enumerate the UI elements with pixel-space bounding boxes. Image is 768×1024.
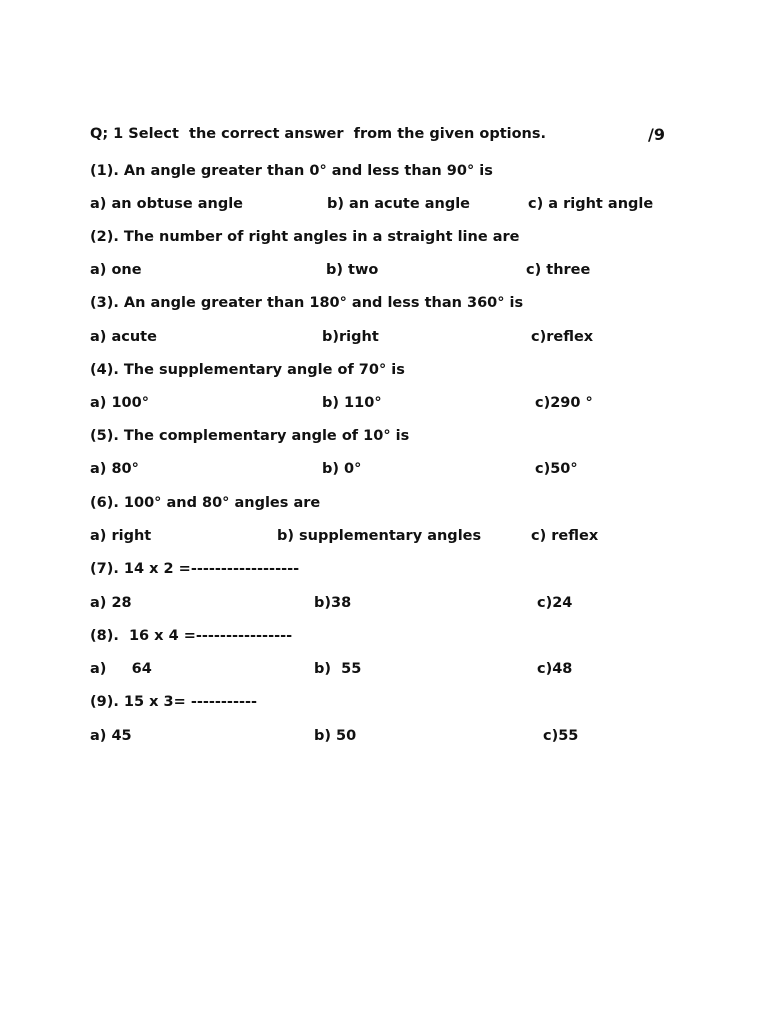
q9-option-b: b) 50 (314, 728, 357, 744)
q1-option-c: c) a right angle (528, 196, 654, 212)
question-1: (1). An angle greater than 0° and less than 90° is (90, 163, 493, 179)
q7-option-b: b)38 (314, 595, 352, 611)
q5-option-c: c)50° (535, 461, 578, 477)
q7-option-a: a) 28 (90, 595, 132, 611)
q4-option-c: c)290 ° (535, 395, 593, 411)
question-7: (7). 14 x 2 =------------------ (90, 561, 300, 577)
q9-option-c: c)55 (543, 728, 579, 744)
q8-option-b: b) 55 (314, 661, 362, 677)
q4-option-b: b) 110° (322, 395, 382, 411)
q6-option-c: c) reflex (531, 528, 599, 544)
q5-option-b: b) 0° (322, 461, 362, 477)
question-heading: Q; 1 Select the correct answer from the given options. (90, 126, 547, 142)
question-6: (6). 100° and 80° angles are (90, 495, 321, 511)
q3-option-b: b)right (322, 329, 379, 345)
q3-option-a: a) acute (90, 329, 157, 345)
q1-option-a: a) an obtuse angle (90, 196, 244, 212)
q8-option-a: a) 64 (90, 661, 152, 677)
question-5: (5). The complementary angle of 10° is (90, 428, 410, 444)
question-4: (4). The supplementary angle of 70° is (90, 362, 405, 378)
q6-option-a: a) right (90, 528, 152, 544)
q5-option-a: a) 80° (90, 461, 139, 477)
q8-option-c: c)48 (537, 661, 573, 677)
q6-option-b: b) supplementary angles (277, 528, 482, 544)
question-2: (2). The number of right angles in a straight line are (90, 229, 520, 245)
q9-option-a: a) 45 (90, 728, 132, 744)
total-marks: /9 (648, 125, 665, 144)
q2-option-a: a) one (90, 262, 142, 278)
q1-option-b: b) an acute angle (327, 196, 471, 212)
q2-option-b: b) two (326, 262, 379, 278)
q3-option-c: c)reflex (531, 329, 594, 345)
q2-option-c: c) three (526, 262, 591, 278)
question-8: (8). 16 x 4 =---------------- (90, 628, 293, 644)
question-9: (9). 15 x 3= ----------- (90, 694, 258, 710)
q7-option-c: c)24 (537, 595, 573, 611)
q4-option-a: a) 100° (90, 395, 149, 411)
question-3: (3). An angle greater than 180° and less than 360° is (90, 295, 524, 311)
